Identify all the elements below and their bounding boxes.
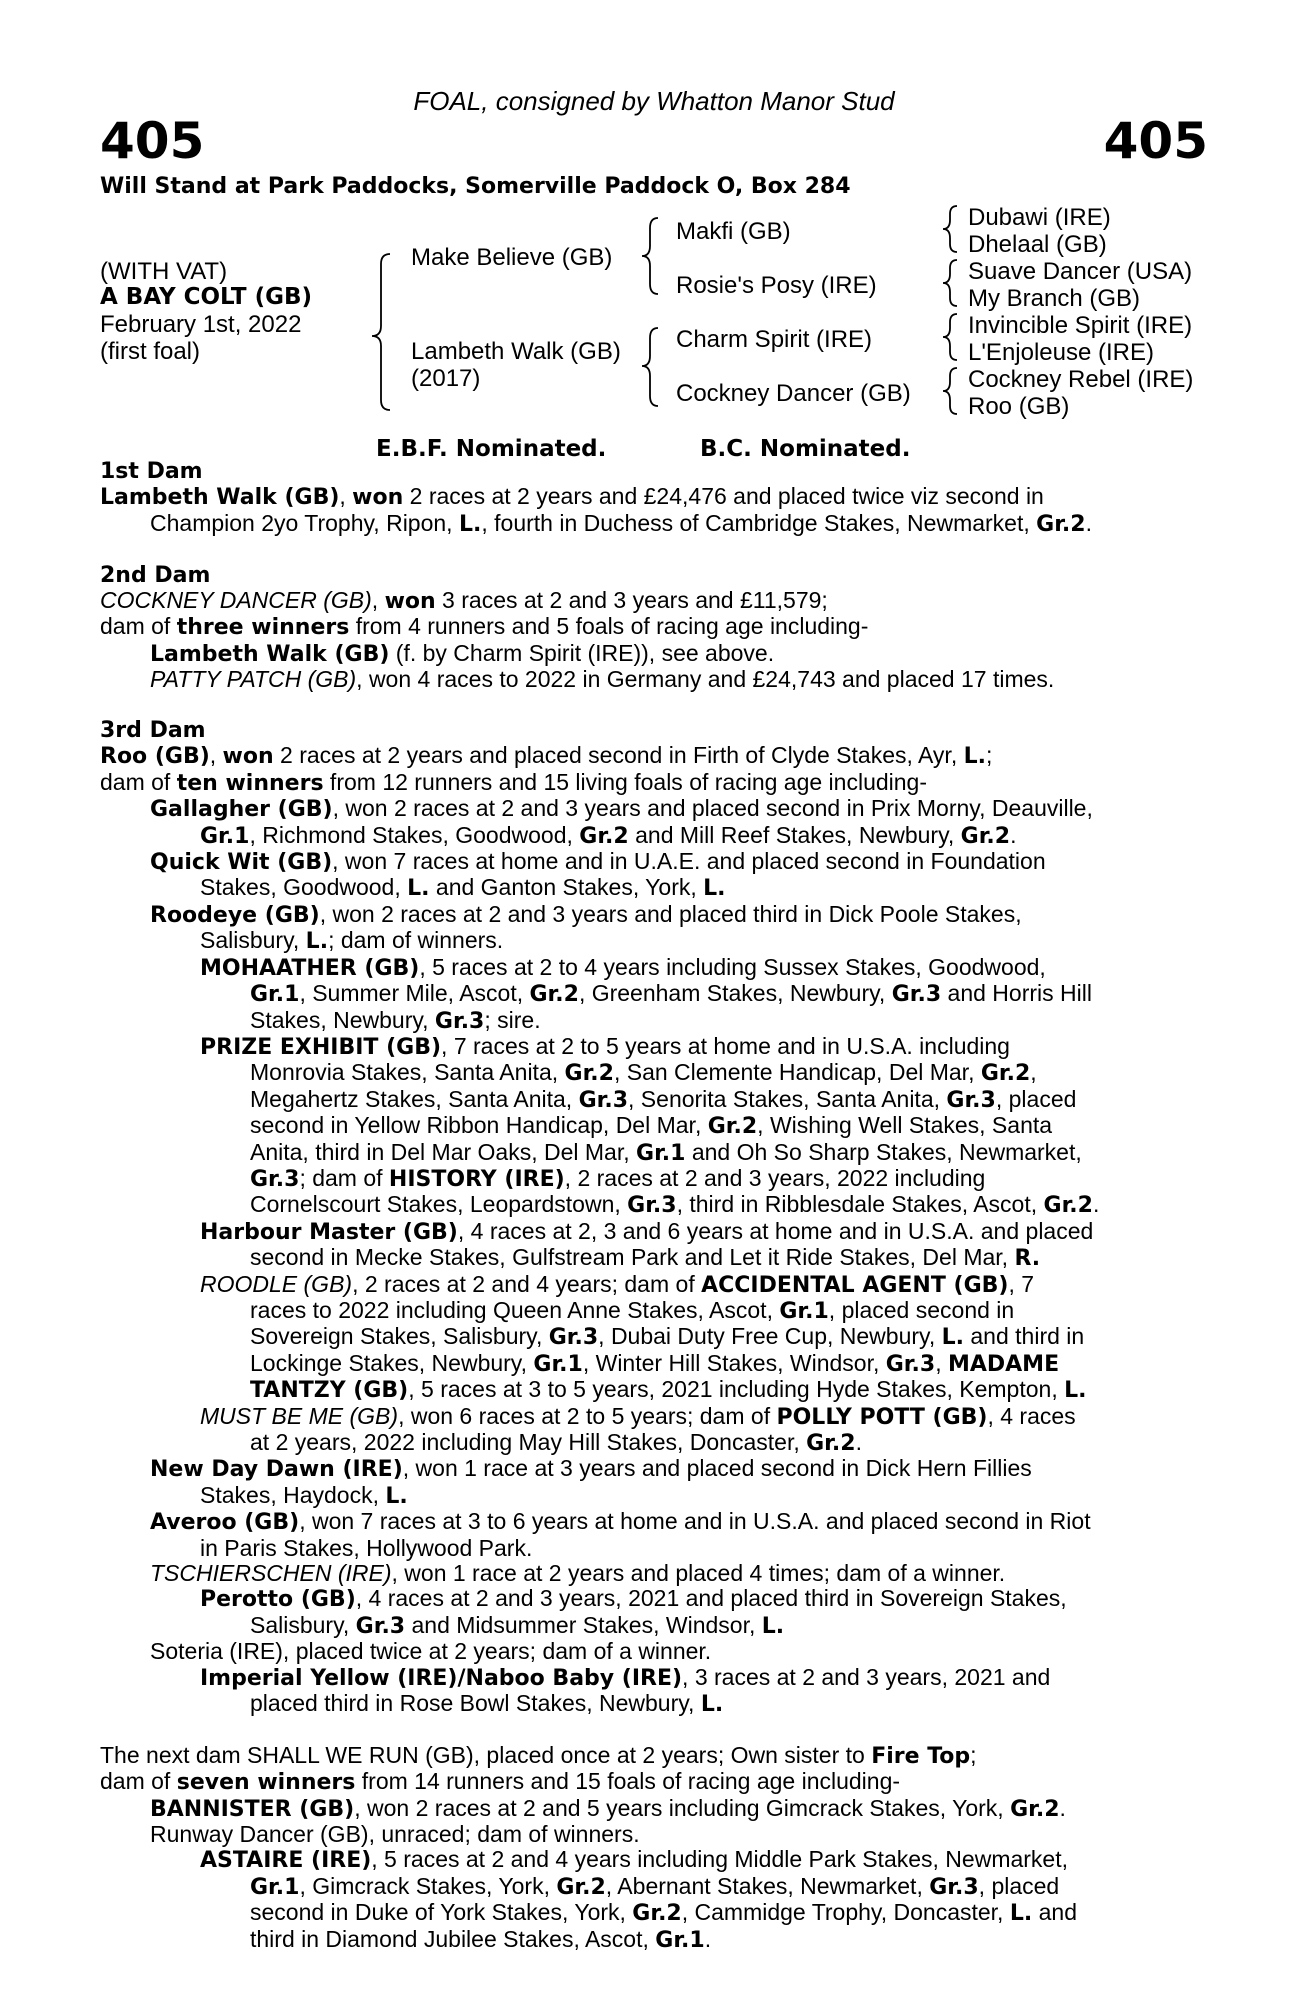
horse-name: A BAY COLT (GB) [100, 284, 313, 310]
bold-run: Roo (GB) [100, 744, 210, 770]
text-run: Champion 2yo Trophy, Ripon, [150, 509, 459, 536]
bracket-charm-spirit [943, 314, 957, 360]
text-run: dam of [100, 613, 177, 640]
next-dam-section [100, 1743, 1208, 1953]
ggp-4: My Branch (GB) [968, 285, 1141, 312]
text-run: . [1092, 1191, 1100, 1218]
first-dam-heading: 1st Dam [100, 459, 203, 484]
text-run: , third in Ribblesdale Stakes, Ascot, [676, 1191, 1044, 1218]
bold-run: Perotto (GB) [200, 1587, 356, 1613]
text-run: , [209, 742, 223, 769]
third-dam-line [100, 955, 1208, 981]
second-dam-line [100, 641, 1208, 667]
text-run: Stakes, Newbury, [250, 1006, 435, 1033]
second-dam-section [100, 563, 1208, 693]
text-run: Salisbury, [200, 927, 306, 954]
bold-run: L. [761, 1613, 785, 1639]
text-run: , won 4 races to 2022 in Germany and £24,743 and placed 17 times. [356, 666, 1055, 693]
bold-run: Harbour Master (GB) [200, 1219, 458, 1245]
text-run: , Winter Hill Stakes, Windsor, [582, 1349, 886, 1376]
text-run: from 4 runners and 5 foals of racing age including- [349, 613, 869, 640]
horse-dob: February 1st, 2022 [100, 311, 302, 338]
bold-run: Gr.3 [250, 1166, 300, 1192]
text-run: , placed [995, 1085, 1077, 1112]
second-dam-line [100, 588, 1208, 614]
bold-run: MADAME [947, 1351, 1060, 1377]
bold-run: HISTORY (IRE) [388, 1166, 565, 1192]
third-dam-line [100, 743, 1208, 769]
dam-sire: Charm Spirit (IRE) [676, 326, 873, 353]
text-run: at 2 years, 2022 including May Hill Stakes, Doncaster, [250, 1429, 807, 1455]
bold-run: Gr.2 [1036, 511, 1086, 537]
third-dam-line [100, 1060, 1208, 1086]
bold-run: Gr.3 [434, 1008, 485, 1034]
lot-number-left: 405 [100, 112, 205, 170]
bold-run: Gr.1 [636, 1140, 686, 1166]
text-run: , Abernant Stakes, Newmarket, [605, 1872, 930, 1899]
third-dam-line [100, 1324, 1208, 1350]
bold-run: Gr.2 [1043, 1193, 1093, 1219]
text-run: , 2 races at 2 and 3 years, 2022 including [564, 1164, 986, 1191]
bold-run: TANTZY (GB) [250, 1378, 409, 1404]
next-dam-line [100, 1900, 1208, 1926]
text-run: Anita, third in Del Mar Oaks, Del Mar, [250, 1138, 637, 1165]
bold-run: Gr.2 [632, 1901, 682, 1927]
bold-run: Gr.3 [929, 1874, 979, 1900]
third-dam-line [100, 1561, 1208, 1586]
text-run: Monrovia Stakes, Santa Anita, [250, 1059, 565, 1086]
dam: Lambeth Walk (GB) [411, 338, 621, 365]
bold-run: ten winners [176, 770, 324, 796]
text-run: and Ganton Stakes, York, [429, 874, 704, 901]
text-run: , 5 races at 2 to 4 years including Sussex Stakes, Goodwood, [419, 953, 1046, 980]
lot-number-right: 405 [1103, 112, 1208, 170]
bold-run: ASTAIRE (IRE) [200, 1848, 372, 1874]
italic-run: COCKNEY DANCER (GB) [100, 587, 372, 614]
bracket-sire [642, 218, 658, 294]
text-run: , 5 races at 3 to 5 years, 2021 including Hyde Stakes, Kempton, [408, 1376, 1065, 1403]
italic-run: ROODLE (GB) [200, 1270, 353, 1297]
third-dam-line [100, 875, 1208, 901]
text-run: , 2 races at 2 and 4 years; dam of [352, 1270, 702, 1297]
third-dam-line [100, 1430, 1208, 1456]
bold-run: three winners [176, 615, 350, 641]
third-dam-heading: 3rd Dam [100, 718, 206, 744]
ggp-5: Invincible Spirit (IRE) [968, 312, 1193, 339]
text-run: , [371, 587, 385, 614]
bold-run: Lambeth Walk (GB) [150, 641, 390, 667]
bold-run: won [384, 589, 436, 615]
text-run: , Wishing Well Stakes, Santa [757, 1112, 1053, 1139]
catalogue-page [100, 0, 1208, 2000]
text-run: Sovereign Stakes, Salisbury, [250, 1323, 549, 1350]
text-run: , won 2 races at 2 and 5 years including Gimcrack Stakes, York, [354, 1794, 1011, 1821]
bold-run: Gr.1 [250, 982, 300, 1008]
bold-run: L. [703, 876, 726, 902]
ggp-3: Suave Dancer (USA) [968, 258, 1193, 285]
ggp-7: Cockney Rebel (IRE) [968, 366, 1194, 393]
bold-run: POLLY POTT (GB) [776, 1404, 988, 1430]
text-run: , Dubai Duty Free Cup, Newbury, [598, 1323, 942, 1350]
text-run: , placed [978, 1872, 1060, 1899]
text-run: third in Diamond Jubilee Stakes, Ascot, [250, 1925, 656, 1952]
bold-run: Gr.2 [960, 823, 1011, 849]
bold-run: L. [407, 876, 430, 902]
italic-run: MUST BE ME (GB) [200, 1402, 399, 1429]
bold-run: L. [305, 929, 329, 955]
bold-run: Gr.2 [1010, 1796, 1060, 1822]
third-dam-line [100, 770, 1208, 796]
text-run: Salisbury, [250, 1611, 356, 1638]
text-run: , 4 races at 2, 3 and 6 years at home and in U.S.A. and placed [457, 1217, 1094, 1244]
third-dam-line [100, 1613, 1208, 1639]
text-run: , [1030, 1059, 1037, 1086]
text-run: , won 1 race at 3 years and placed second in Dick Hern Fillies [402, 1455, 1032, 1482]
text-run: , 7 races at 2 to 5 years at home and in U.S.A. including [441, 1032, 1010, 1059]
dam-dam: Cockney Dancer (GB) [676, 380, 911, 407]
third-dam-line [100, 1456, 1208, 1482]
third-dam-line [100, 1351, 1208, 1377]
third-dam-line [100, 1483, 1208, 1509]
third-dam-line [100, 1691, 1208, 1717]
third-dam-line [100, 981, 1208, 1007]
text-run: second in Duke of York Stakes, York, [250, 1899, 633, 1926]
bold-run: L. [385, 1483, 408, 1509]
third-dam-line [100, 1298, 1208, 1324]
next-dam-line [100, 1769, 1208, 1795]
pedigree-brackets [100, 0, 1208, 440]
text-run: , 5 races at 2 and 4 years including Middle Park Stakes, Newmarket, [371, 1846, 1068, 1873]
third-dam-line [100, 1219, 1208, 1245]
bold-run: Gr.1 [655, 1927, 705, 1953]
bold-run: Gr.1 [533, 1351, 583, 1377]
second-dam-line [100, 614, 1208, 640]
text-run: ; dam of winners. [328, 927, 504, 954]
sire: Make Believe (GB) [411, 244, 613, 271]
next-dam-line [100, 1874, 1208, 1900]
third-dam-section [100, 718, 1208, 1717]
third-dam-line [100, 1034, 1208, 1060]
bold-run: Gr.3 [578, 1087, 629, 1113]
text-run: , won 2 races at 2 and 3 years and placed second in Prix Morny, Deauville, [332, 795, 1093, 822]
third-dam-line [100, 1377, 1208, 1403]
bold-run: ACCIDENTAL AGENT (GB) [701, 1272, 1009, 1298]
first-dam-line [100, 484, 1208, 510]
text-run: second in Yellow Ribbon Handicap, Del Mar, [250, 1112, 708, 1139]
third-dam-line [100, 849, 1208, 875]
bold-run: Gr.3 [891, 982, 942, 1008]
bold-run: Gr.2 [529, 982, 579, 1008]
text-run: . [1010, 821, 1017, 848]
bold-run: L. [700, 1692, 724, 1718]
bold-run: Gr.3 [355, 1613, 406, 1639]
text-run: Stakes, Haydock, [200, 1481, 386, 1508]
text-run: from 14 runners and 15 foals of racing age including- [355, 1768, 901, 1795]
third-dam-line [100, 1536, 1208, 1561]
bold-run: Gr.2 [806, 1431, 856, 1456]
text-run: . [1059, 1794, 1066, 1821]
next-dam-line [100, 1743, 1208, 1769]
text-run: , won 1 race at 2 years and placed 4 times; dam of a winner. [391, 1560, 1006, 1587]
text-run: , won 7 races at home and in U.A.E. and placed second in Foundation [332, 848, 1046, 875]
bold-run: L. [963, 744, 986, 770]
next-dam-line [100, 1847, 1208, 1873]
text-run: , fourth in Duchess of Cambridge Stakes, Newmarket, [481, 509, 1037, 536]
third-dam-line [100, 1586, 1208, 1612]
bold-run: Imperial Yellow (IRE)/Naboo Baby (IRE) [200, 1665, 683, 1691]
text-run: , 4 races at 2 and 3 years, 2021 and placed third in Sovereign Stakes, [355, 1585, 1067, 1612]
next-dam-line [100, 1822, 1208, 1847]
third-dam-line [100, 1166, 1208, 1192]
text-run: ; [970, 1741, 977, 1768]
bold-run: Gr.2 [556, 1874, 606, 1900]
bold-run: Gr.1 [200, 823, 250, 849]
text-run: , Greenham Stakes, Newbury, [578, 980, 892, 1007]
third-dam-line [100, 1665, 1208, 1691]
text-run: 2 races at 2 years and £24,476 and placed twice viz second in [403, 483, 1044, 510]
third-dam-line [100, 796, 1208, 822]
text-run: , San Clemente Handicap, Del Mar, [613, 1059, 981, 1086]
text-run: , Gimcrack Stakes, York, [299, 1872, 557, 1899]
text-run: and Mill Reef Stakes, Newbury, [628, 821, 961, 848]
text-run: ; [986, 742, 993, 769]
text-run: dam of [100, 768, 177, 795]
text-run: (f. by Charm Spirit (IRE)), see above. [389, 639, 775, 666]
bold-run: Gr.3 [885, 1351, 936, 1377]
text-run: , won 6 races at 2 to 5 years; dam of [398, 1402, 777, 1429]
third-dam-line [100, 1509, 1208, 1535]
third-dam-line [100, 1008, 1208, 1034]
ggp-6: L'Enjoleuse (IRE) [968, 339, 1154, 366]
bold-run: Gr.1 [250, 1874, 300, 1900]
text-run: and Midsummer Stakes, Windsor, [405, 1611, 762, 1638]
bold-run: Roodeye (GB) [150, 902, 320, 928]
third-dam-line [100, 1192, 1208, 1218]
third-dam-line [100, 1272, 1208, 1298]
sire-dam: Rosie's Posy (IRE) [676, 272, 877, 299]
bold-run: BANNISTER (GB) [150, 1796, 355, 1822]
text-run: and [1032, 1899, 1077, 1926]
bold-run: Gr.3 [548, 1325, 599, 1351]
bold-run: Gr.2 [707, 1114, 758, 1140]
text-run: , 3 races at 2 and 3 years, 2021 and [682, 1663, 1051, 1690]
consignor-line: FOAL, consigned by Whatton Manor Stud [413, 86, 895, 116]
stand-location: Will Stand at Park Paddocks, Somerville Paddock O, Box 284 [100, 174, 851, 199]
text-run: . [855, 1429, 862, 1455]
text-run: and Horris Hill [941, 980, 1092, 1007]
first-dam-section [100, 459, 1208, 537]
bracket-generation-1 [372, 254, 390, 410]
third-dam-line [100, 1140, 1208, 1166]
text-run: and Oh So Sharp Stakes, Newmarket, [685, 1138, 1082, 1165]
text-run: . [704, 1925, 712, 1952]
bold-run: Gr.2 [564, 1061, 614, 1087]
third-dam-line [100, 1404, 1208, 1430]
third-dam-line [100, 1113, 1208, 1139]
bold-run: L. [458, 511, 482, 537]
bracket-makfi [943, 206, 957, 252]
text-run: , [935, 1349, 948, 1376]
bold-run: L. [941, 1325, 964, 1351]
bold-run: Lambeth Walk (GB) [100, 485, 340, 511]
bold-run: Gr.3 [627, 1193, 677, 1219]
text-run: races to 2022 including Queen Anne Stakes, Ascot, [250, 1296, 780, 1323]
bold-run: Gr.1 [779, 1298, 829, 1324]
third-dam-line [100, 928, 1208, 954]
bold-run: Gr.2 [980, 1061, 1031, 1087]
text-run: placed third in Rose Bowl Stakes, Newbury, [250, 1690, 701, 1717]
text-run: and third in [964, 1323, 1085, 1350]
text-run: . [1085, 509, 1092, 536]
third-dam-line [100, 1245, 1208, 1271]
text-run: Stakes, Goodwood, [200, 874, 408, 901]
ebf-nominated: E.B.F. Nominated. [376, 436, 607, 462]
text-run: , 7 [1008, 1270, 1035, 1297]
text-run: , Summer Mile, Ascot, [299, 980, 530, 1007]
bold-run: New Day Dawn (IRE) [150, 1457, 403, 1483]
text-run: in Paris Stakes, Hollywood Park. [200, 1534, 533, 1561]
next-dam-line [100, 1927, 1208, 1953]
second-dam-line [100, 667, 1208, 692]
third-dam-line [100, 823, 1208, 849]
bold-run: PRIZE EXHIBIT (GB) [200, 1034, 442, 1060]
text-run: ; sire. [484, 1006, 541, 1033]
bold-run: Fire Top [871, 1743, 971, 1769]
ggp-2: Dhelaal (GB) [968, 231, 1107, 258]
text-run: 3 races at 2 and 3 years and £11,579; [435, 587, 828, 614]
text-run: ; dam of [299, 1164, 389, 1191]
italic-run: TSCHIERSCHEN (IRE) [150, 1560, 392, 1587]
text-run: , Senorita Stakes, Santa Anita, [628, 1085, 947, 1112]
text-run: 2 races at 2 years and placed second in Firth of Clyde Stakes, Ayr, [273, 742, 964, 769]
produce-record [100, 459, 1208, 1953]
dam-year: (2017) [411, 365, 481, 392]
bold-run: Gallagher (GB) [150, 797, 333, 823]
text-run: Soteria (IRE), placed twice at 2 years; dam of a winner. [150, 1638, 712, 1665]
bold-run: Gr.3 [946, 1087, 996, 1113]
text-run: , won 2 races at 2 and 3 years and placed third in Dick Poole Stakes, [319, 900, 1022, 927]
ggp-8: Roo (GB) [968, 393, 1070, 420]
third-dam-line [100, 1639, 1208, 1664]
bc-nominated: B.C. Nominated. [700, 436, 911, 462]
text-run: second in Mecke Stakes, Gulfstream Park and Let it Ride Stakes, Del Mar, [250, 1244, 1015, 1271]
second-dam-heading: 2nd Dam [100, 562, 211, 588]
text-run: , Richmond Stakes, Goodwood, [249, 821, 580, 848]
bold-run: won [352, 485, 404, 511]
bracket-cockney-dancer [943, 368, 957, 414]
text-run: , 4 races [987, 1402, 1076, 1429]
text-run: The next dam SHALL WE RUN (GB), placed once at 2 years; Own sister to [100, 1741, 872, 1768]
third-dam-line [100, 1087, 1208, 1113]
bold-run: Averoo (GB) [150, 1510, 300, 1536]
text-run: Cornelscourt Stakes, Leopardstown, [250, 1191, 628, 1218]
text-run: Megahertz Stakes, Santa Anita, [250, 1085, 579, 1112]
bracket-dam [642, 328, 658, 406]
bold-run: L. [1064, 1378, 1087, 1404]
bold-run: won [222, 744, 274, 770]
next-dam-line [100, 1796, 1208, 1822]
bracket-rosies-posy [943, 260, 957, 306]
first-dam-line [100, 511, 1208, 537]
text-run: , placed second in [828, 1296, 1015, 1323]
italic-run: PATTY PATCH (GB) [150, 666, 357, 693]
text-run: from 12 runners and 15 living foals of racing age including- [323, 768, 928, 795]
sire-sire: Makfi (GB) [676, 218, 791, 245]
bold-run: Gr.2 [579, 823, 629, 849]
bold-run: R. [1014, 1246, 1041, 1272]
text-run: , won 7 races at 3 to 6 years at home and in U.S.A. and placed second in Riot [299, 1508, 1091, 1535]
vat-note: (WITH VAT) [100, 258, 228, 285]
text-run: Runway Dancer (GB), unraced; dam of winners. [150, 1821, 640, 1848]
text-run: Lockinge Stakes, Newbury, [250, 1349, 534, 1376]
text-run: , Cammidge Trophy, Doncaster, [681, 1899, 1010, 1926]
horse-note: (first foal) [100, 338, 201, 365]
bold-run: MOHAATHER (GB) [200, 955, 420, 981]
bold-run: seven winners [176, 1770, 356, 1796]
ggp-1: Dubawi (IRE) [968, 204, 1111, 231]
bold-run: Quick Wit (GB) [150, 850, 333, 876]
third-dam-line [100, 902, 1208, 928]
text-run: dam of [100, 1768, 177, 1795]
text-run: , [339, 483, 353, 510]
bold-run: L. [1009, 1901, 1033, 1927]
